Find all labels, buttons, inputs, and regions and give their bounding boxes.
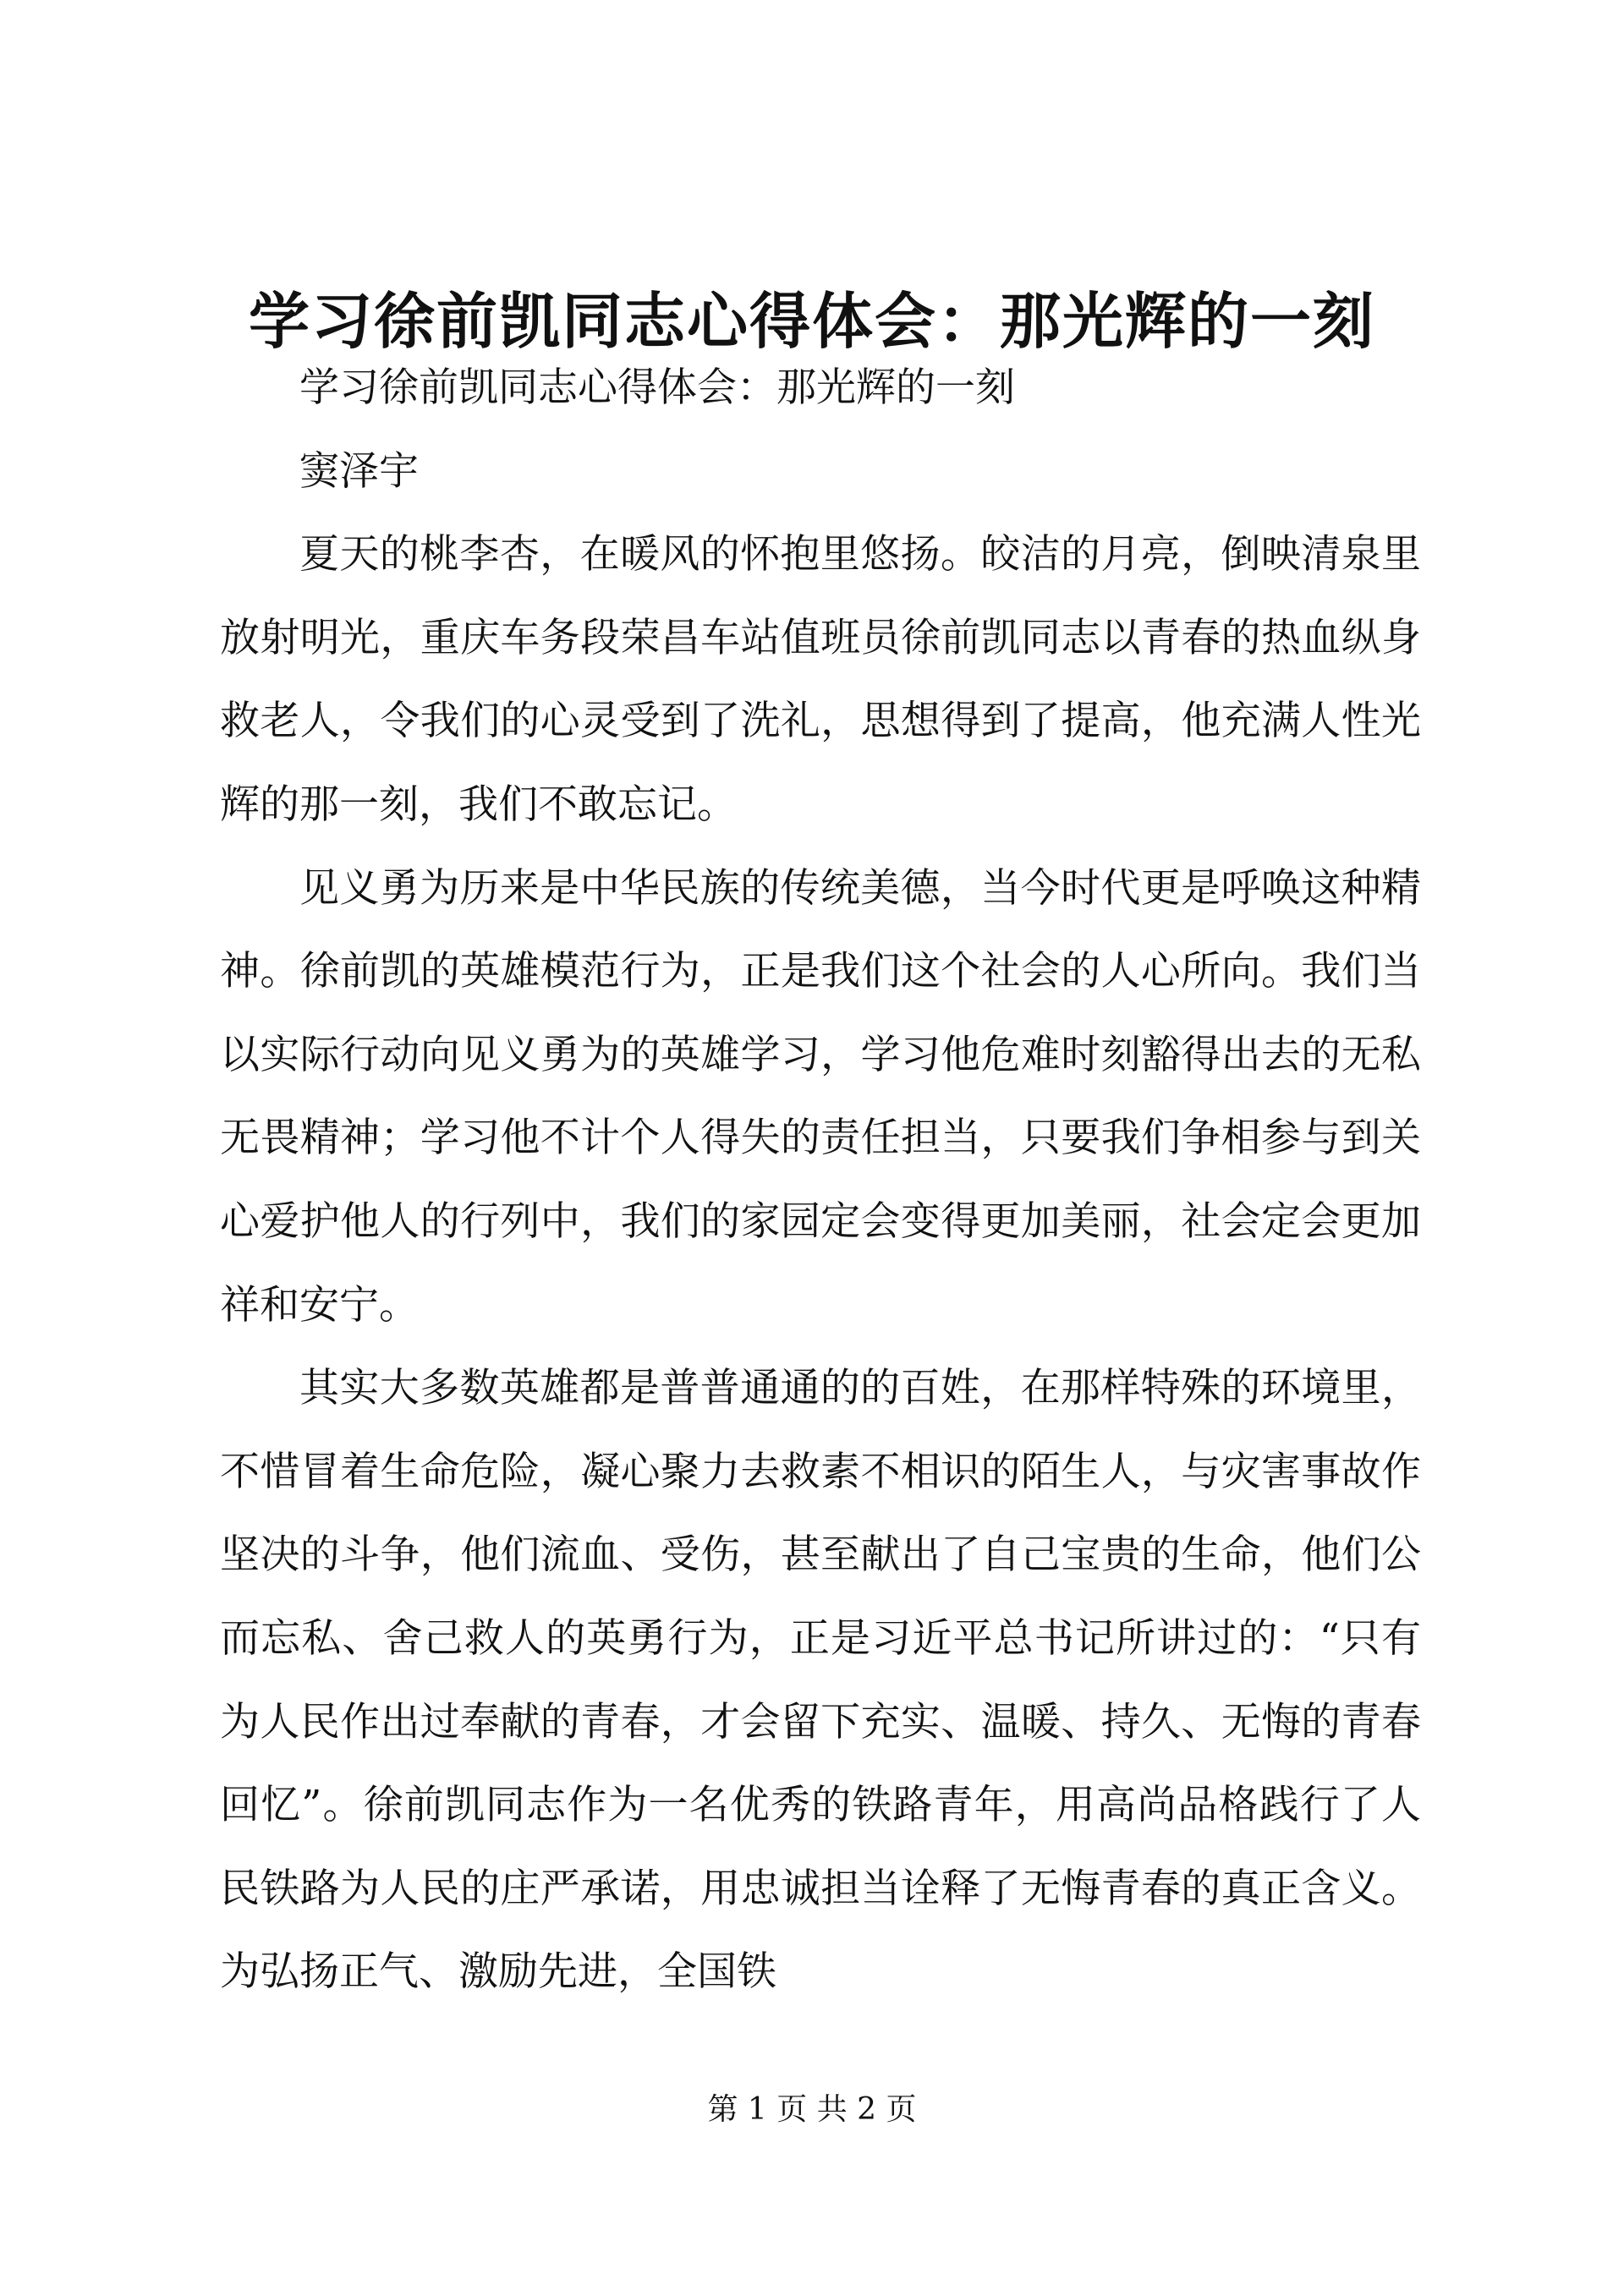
document-author: 窦泽宇 [299,447,419,495]
document-title: 学习徐前凯同志心得体会：那光辉的一刻 [248,285,1375,357]
page-number-footer: 第 1 页 共 2 页 [707,2092,917,2127]
paragraph-3: 其实大多数英雄都是普普通通的的百姓，在那样特殊的环境里，不惜冒着生命危险，凝心聚力去救素不相识的陌生人，与灾害事故作坚决的斗争，他们流血、受伤，甚至献出了自己宝贵的生命，他们公而忘私、舍己救人的英勇行为，正是习近平总书记所讲过的：“只有为人民作出过奉献的青春，才会留下充实、温暖、持久、无悔的青春回忆”。徐前凯同志作为一名优秀的铁路青年，用高尚品格践行了人民铁路为人民的庄严承诺，用忠诚担当诠释了无悔青春的真正含义。为弘扬正气、激励先进，全国铁 [220,1365,1421,1996]
document-subtitle: 学习徐前凯同志心得体会：那光辉的一刻 [299,364,1015,411]
paragraph-2: 见义勇为历来是中华民族的传统美德，当今时代更是呼唤这种精神。徐前凯的英雄模范行为，正是我们这个社会的人心所向。我们当以实际行动向见义勇为的英雄学习，学习他危难时刻豁得出去的无私无畏精神；学习他不计个人得失的责任担当，只要我们争相参与到关心爱护他人的行列中，我们的家园定会变得更加美丽，社会定会更加祥和安宁。 [220,864,1421,1329]
paragraph-1: 夏天的桃李杏，在暖风的怀抱里悠扬。皎洁的月亮，倒映清泉里放射明光，重庆车务段荣昌车站值班员徐前凯同志以青春的热血纵身救老人，令我们的心灵受到了洗礼，思想得到了提高，他充满人性光辉的那一刻，我们不敢忘记。 [220,531,1421,828]
document-body [220,347,1421,2014]
